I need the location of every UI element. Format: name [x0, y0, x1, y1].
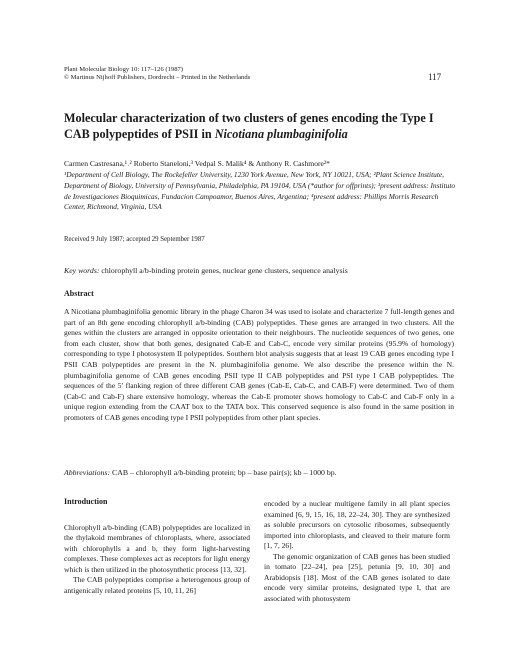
- author-list: Carmen Castresana,¹˒² Roberto Staneloni,³ Vedpal S. Malik⁴ & Anthony R. Cashmore²*: [64, 159, 330, 168]
- left-column: [64, 497, 250, 596]
- abstract-heading: Abstract: [64, 289, 94, 298]
- introduction-heading: Introduction: [64, 497, 108, 506]
- received-dates: Received 9 July 1987; accepted 29 September 1987: [64, 236, 205, 243]
- intro-paragraph-1: Chlorophyll a/b-binding (CAB) polypeptides are localized in the thylakoid membranes of chloroplasts, where, associated with chlorophylls a and b, they form light-harvesting complexes. These complexes act as receptors for light energy which is then utilized in the photosynthetic process [13, 32].: [64, 522, 250, 574]
- intro-paragraph-2: The CAB polypeptides comprise a heterogenous group of antigenically related proteins [5, 10, 11, 26]: [64, 575, 250, 595]
- title-species: Nicotiana plumbaginifolia: [214, 127, 348, 141]
- keywords-text: chlorophyll a/b-binding protein genes, nuclear gene clusters, sequence analysis: [101, 266, 348, 275]
- publisher-line: © Martinus Nijhoff Publishers, Dordrecht – Printed in the Netherlands: [64, 74, 251, 82]
- journal-citation: Plant Molecular Biology 10: 117–126 (1987): [64, 66, 183, 73]
- abbreviations: [64, 468, 454, 477]
- keywords: [64, 266, 454, 275]
- page-number: 117: [428, 72, 442, 82]
- abstract-text: A Nicotiana plumbaginifolia genomic library in the phage Charon 34 was used to isolate and characterize 7 full-length genes and part of an 8th gene encoding chlorophyll a/b-binding (CAB) polypeptides. These genes are arranged in two clusters. All the genes within the clusters are arranged in opposite orientation to their neighbours. The nucleotide sequences of two genes, one from each cluster, show that both genes, designated Cab-E and Cab-C, encode very similar proteins (95.9% of homology) corresponding to type I photosystem II polypeptides. Southern blot analysis suggests that at least 19 CAB genes encoding type I PSII CAB polypeptides are present in the N. plumbaginifolia genome. We also describe the presence within the N. plumbaginifolia genome of CAB genes encoding PSII type II CAB polypeptides and PSI type I CAB polypeptides. The sequences of the 5′ flanking region of three different CAB genes (Cab-E, Cab-C, and CAB-F) were determined. Two of them (Cab-C and Cab-F) share extensive homology, whereas the Cab-E promoter shows homology to Cab-C and Cab-F only in a unique region extending from the CAAT box to the TATA box. This conserved sequence is also found in the same position in promoters of CAB genes encoding type I PSII polypeptides from other plant species.: [64, 307, 454, 422]
- title-text: Molecular characterization of two clusters of genes encoding the Type I CAB polypeptides of PSII in: [64, 111, 434, 141]
- intro-paragraph-4: The genomic organization of CAB genes has been studied in tomato [22–24], pea [25], petunia [9, 10, 30] and Arabidopsis [18]. Most of the CAB genes isolated to date encode very similar proteins, designated type I, that are associated with photosystem: [264, 551, 450, 603]
- abbreviations-label: Abbreviations:: [64, 468, 111, 477]
- intro-paragraph-3: encoded by a nuclear multigene family in all plant species examined [6, 9, 15, 16, 18, 22–24, 30]. They are synthesized as soluble precursors on cytosolic ribosomes, subsequently imported into chloroplasts, and cleaved to their mature form [1, 7, 26].: [264, 499, 450, 551]
- abbreviations-text: CAB – chlorophyll a/b-binding protein; bp – base pair(s); kb – 1000 bp.: [112, 468, 337, 477]
- keywords-label: Key words:: [64, 266, 100, 275]
- article-title: [64, 110, 454, 142]
- affiliations: ¹Department of Cell Biology, The Rockefeller University, 1230 York Avenue, New York, NY 10021, USA; ²Plant Science Institute, Department of Biology, University of Pennsylvania, Philadelphia, PA 19104, USA (*author for offprints); ³present address: Instituto de Investigaciones Bioquimicas, Fundacion Campoamor, Buenos Aires, Argentina; ⁴present address: Phillips Morris Research Center, Richmond, Virginia, USA: [64, 170, 456, 212]
- right-column: [264, 499, 450, 604]
- journal-header: [64, 66, 450, 83]
